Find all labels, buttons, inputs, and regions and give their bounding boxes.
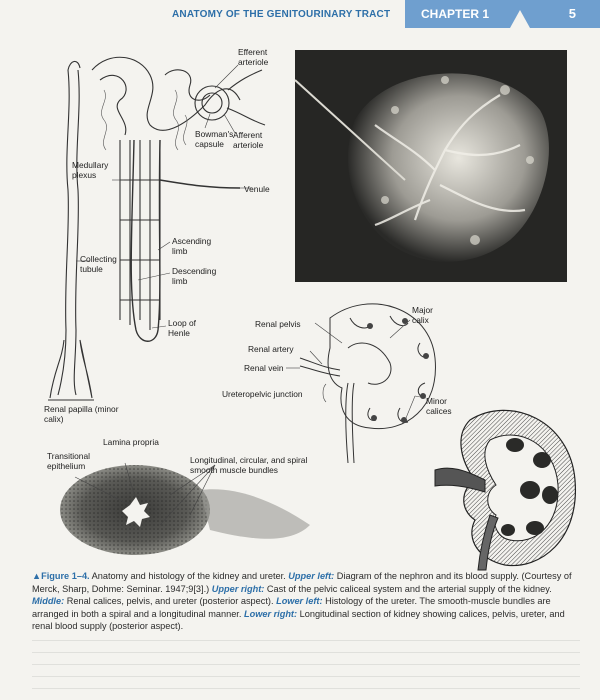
caption-upper-left-text: Diagram of the nephron and its blood supply. (Courtesy of Merck, Sharp, Dohme: Seminar. 1947;9[3].) [32,571,572,594]
renal-pelvis-label: Renal pelvis [255,319,301,329]
bowmans-capsule-label: Bowman's capsule [195,129,234,149]
loop-of-henle-label: Loop of Henle [168,318,196,338]
caption-lower-left-text: Histology of the ureter. The smooth-muscle bundles are arranged in both a spiral and a longitudinal manner. [32,596,551,619]
caption-intro: Anatomy and histology of the kidney and ureter. [89,571,289,581]
running-head: ANATOMY OF THE GENITOURINARY TRACT [172,9,391,20]
caption-lower-left-head: Lower left: [276,596,323,607]
transitional-epithelium-label: Transitional epithelium [47,451,90,471]
efferent-arteriole-label: Efferent arteriole [238,47,269,67]
minor-calices-label: Minor calices [426,396,452,416]
renal-artery-label: Renal artery [248,344,294,354]
caption-middle-head: Middle: [32,596,65,607]
smooth-muscle-label: Longitudinal, circular, and spiral smooth muscle bundles [190,455,308,475]
venule-label: Venule [244,184,270,194]
afferent-arteriole-label: Afferent arteriole [233,130,264,150]
ureter-histology [40,435,330,560]
figure-reference: ▲Figure 1–4. [32,571,90,581]
ascending-limb-label: Ascending limb [172,236,212,256]
collecting-tubule-label: Collecting tubule [80,254,117,274]
chapter-label: CHAPTER 1 [421,7,490,21]
caption-upper-right-head: Upper right: [211,583,265,594]
lamina-propria-label: Lamina propria [103,437,159,447]
page-number: 5 [568,6,576,21]
bleed-through-lines [32,640,580,690]
caption-lower-right-head: Lower right: [243,608,298,619]
major-calix-label: Major calix [412,305,433,325]
kidney-section-drawing [430,400,580,570]
cast-image [295,50,567,282]
caption-upper-left-head: Upper left: [288,571,335,581]
medullary-plexus-label: Medullary plexus [72,160,109,180]
tab-notch [510,10,530,28]
figure-caption [32,570,580,633]
caption-middle-text: Renal calices, pelvis, and ureter (posterior aspect). [64,596,277,607]
ureteropelvic-junction-label: Ureteropelvic junction [222,389,303,399]
chapter-tab [405,0,600,28]
descending-limb-label: Descending limb [172,266,217,286]
kidney-section-image [430,400,580,570]
renal-vein-label: Renal vein [244,363,284,373]
caption-upper-right-text: Cast of the pelvic caliceal system and the arterial supply of the kidney. [264,583,552,594]
caliceal-cast-photo [295,50,567,282]
renal-papilla-label: Renal papilla (minor calix) [44,404,119,424]
caption-lower-right-text: Longitudinal section of kidney showing calices, pelvis, ureter, and renal blood supply (posterior aspect). [32,608,565,632]
